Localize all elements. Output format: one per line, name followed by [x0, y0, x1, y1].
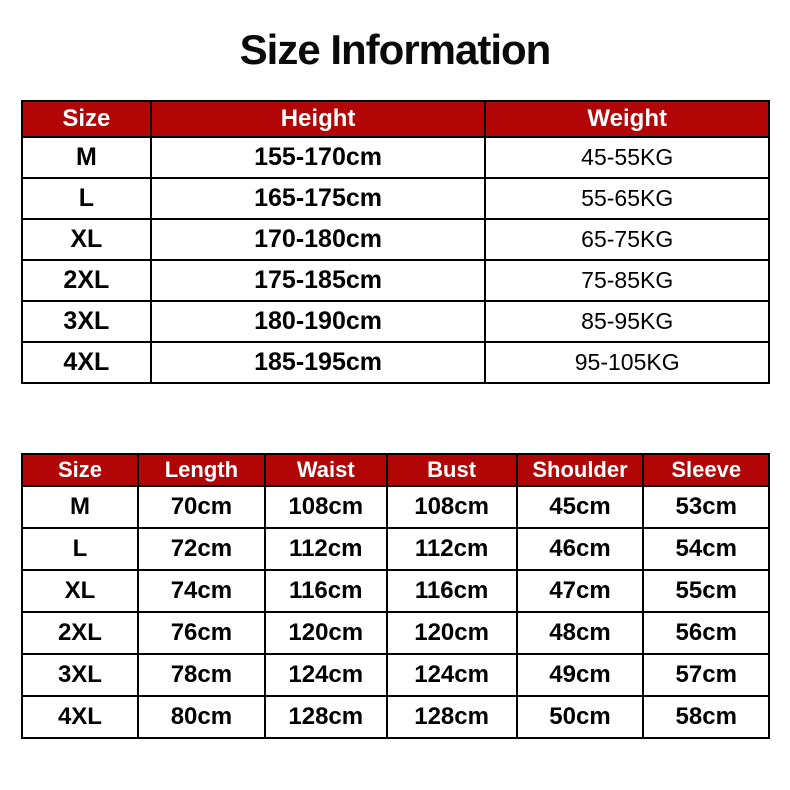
- waist-cell: 112cm: [265, 528, 387, 570]
- shoulder-cell: 49cm: [517, 654, 644, 696]
- length-cell: 80cm: [138, 696, 265, 738]
- shoulder-cell: 45cm: [517, 486, 644, 528]
- sleeve-cell: 58cm: [643, 696, 769, 738]
- size-cell: XL: [22, 219, 151, 260]
- header-row: [22, 101, 769, 137]
- sleeve-cell: 57cm: [643, 654, 769, 696]
- table-row: [22, 696, 769, 738]
- waist-cell: 108cm: [265, 486, 387, 528]
- column-header-height: Height: [151, 101, 486, 137]
- size-cell: L: [22, 528, 138, 570]
- weight-cell: 65-75KG: [485, 219, 769, 260]
- weight-cell: 85-95KG: [485, 301, 769, 342]
- table-row: [22, 342, 769, 383]
- table-row: [22, 260, 769, 301]
- column-header-sleeve: Sleeve: [643, 454, 769, 486]
- size-cell: 2XL: [22, 612, 138, 654]
- weight-cell: 45-55KG: [485, 137, 769, 178]
- column-header-shoulder: Shoulder: [517, 454, 644, 486]
- height-cell: 165-175cm: [151, 178, 486, 219]
- sleeve-cell: 56cm: [643, 612, 769, 654]
- size-cell: 4XL: [22, 342, 151, 383]
- waist-cell: 124cm: [265, 654, 387, 696]
- bust-cell: 120cm: [387, 612, 517, 654]
- column-header-waist: Waist: [265, 454, 387, 486]
- length-cell: 76cm: [138, 612, 265, 654]
- height-cell: 155-170cm: [151, 137, 486, 178]
- column-header-size: Size: [22, 101, 151, 137]
- waist-cell: 116cm: [265, 570, 387, 612]
- table-row: [22, 178, 769, 219]
- column-header-length: Length: [138, 454, 265, 486]
- page-title: Size Information: [239, 26, 551, 73]
- shoulder-cell: 46cm: [517, 528, 644, 570]
- height-cell: 170-180cm: [151, 219, 486, 260]
- height-weight-table: [21, 100, 770, 384]
- table-row: [22, 137, 769, 178]
- weight-cell: 75-85KG: [485, 260, 769, 301]
- bust-cell: 108cm: [387, 486, 517, 528]
- size-cell: M: [22, 486, 138, 528]
- table-row: [22, 654, 769, 696]
- table-row: [22, 219, 769, 260]
- table-row: [22, 570, 769, 612]
- header-row: [22, 454, 769, 486]
- column-header-bust: Bust: [387, 454, 517, 486]
- length-cell: 72cm: [138, 528, 265, 570]
- size-cell: 3XL: [22, 654, 138, 696]
- sleeve-cell: 55cm: [643, 570, 769, 612]
- table-row: [22, 528, 769, 570]
- bust-cell: 112cm: [387, 528, 517, 570]
- sleeve-cell: 53cm: [643, 486, 769, 528]
- sleeve-cell: 54cm: [643, 528, 769, 570]
- size-cell: 2XL: [22, 260, 151, 301]
- waist-cell: 120cm: [265, 612, 387, 654]
- height-cell: 180-190cm: [151, 301, 486, 342]
- size-cell: 3XL: [22, 301, 151, 342]
- bust-cell: 128cm: [387, 696, 517, 738]
- table-row: [22, 612, 769, 654]
- bust-cell: 116cm: [387, 570, 517, 612]
- measurements-table: [21, 453, 770, 739]
- weight-cell: 55-65KG: [485, 178, 769, 219]
- column-header-size: Size: [22, 454, 138, 486]
- length-cell: 74cm: [138, 570, 265, 612]
- size-cell: M: [22, 137, 151, 178]
- column-header-weight: Weight: [485, 101, 769, 137]
- height-cell: 175-185cm: [151, 260, 486, 301]
- size-cell: 4XL: [22, 696, 138, 738]
- shoulder-cell: 50cm: [517, 696, 644, 738]
- shoulder-cell: 48cm: [517, 612, 644, 654]
- bust-cell: 124cm: [387, 654, 517, 696]
- waist-cell: 128cm: [265, 696, 387, 738]
- length-cell: 70cm: [138, 486, 265, 528]
- table-row: [22, 301, 769, 342]
- size-cell: L: [22, 178, 151, 219]
- shoulder-cell: 47cm: [517, 570, 644, 612]
- weight-cell: 95-105KG: [485, 342, 769, 383]
- size-cell: XL: [22, 570, 138, 612]
- length-cell: 78cm: [138, 654, 265, 696]
- table-row: [22, 486, 769, 528]
- height-cell: 185-195cm: [151, 342, 486, 383]
